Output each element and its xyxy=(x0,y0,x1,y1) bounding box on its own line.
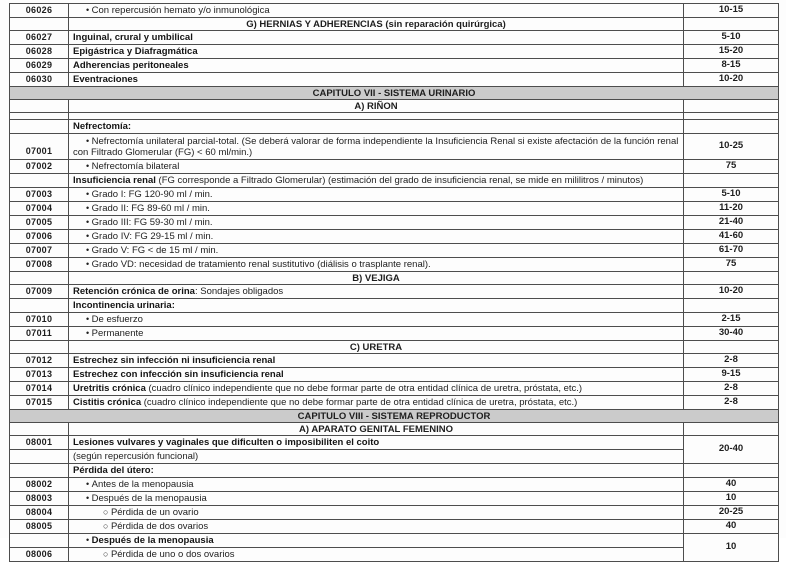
description-text: Epigástrica y Diafragmática xyxy=(73,46,198,57)
description-text: Grado II: FG 89-60 ml / min. xyxy=(91,203,210,214)
description-cell xyxy=(69,548,684,562)
value-cell: 8-15 xyxy=(684,59,779,73)
description-text: Pérdida de dos ovarios xyxy=(110,521,209,532)
table-row xyxy=(10,59,779,73)
code-cell: 07012 xyxy=(10,354,69,368)
table-row xyxy=(10,120,779,134)
code-cell xyxy=(10,18,69,31)
description-text: Permanente xyxy=(91,328,144,339)
value-cell: 20-40 xyxy=(684,436,779,464)
value-cell: 10-20 xyxy=(684,285,779,299)
code-cell: 06027 xyxy=(10,31,69,45)
description-cell xyxy=(69,230,684,244)
description-cell xyxy=(69,134,684,160)
code-cell: 07011 xyxy=(10,327,69,341)
code-cell xyxy=(10,100,69,113)
description-cell xyxy=(69,285,684,299)
description-text: Estrechez sin infección ni insuficiencia renal xyxy=(73,355,276,366)
code-cell: 07015 xyxy=(10,396,69,410)
bullet-icon: • xyxy=(86,493,92,503)
table-row xyxy=(10,45,779,59)
description-text: Lesiones vulvares y vaginales que dificulten o imposibiliten el coito xyxy=(73,437,380,448)
value-cell: 11-20 xyxy=(684,202,779,216)
value-cell xyxy=(684,100,779,113)
description-cell xyxy=(69,520,684,534)
value-cell xyxy=(684,113,779,120)
table-row xyxy=(10,478,779,492)
description-cell xyxy=(69,244,684,258)
description-text: Después de la menopausia xyxy=(91,535,214,546)
code-cell xyxy=(10,272,69,285)
code-cell xyxy=(10,120,69,134)
table-row xyxy=(10,492,779,506)
code-cell: 07007 xyxy=(10,244,69,258)
value-cell xyxy=(684,341,779,354)
code-cell: 07004 xyxy=(10,202,69,216)
value-cell: 5-10 xyxy=(684,31,779,45)
table-row xyxy=(10,285,779,299)
description-text: Pérdida de un ovario xyxy=(110,507,199,518)
table-row xyxy=(10,368,779,382)
table-row xyxy=(10,299,779,313)
description-cell xyxy=(69,506,684,520)
table-row xyxy=(10,160,779,174)
description-cell xyxy=(69,59,684,73)
section-row xyxy=(10,272,779,285)
code-cell xyxy=(10,174,69,188)
bullet-icon: • xyxy=(86,135,92,146)
description-text: Insuficiencia renal xyxy=(73,175,156,186)
description-cell xyxy=(69,313,684,327)
value-cell: 41-60 xyxy=(684,230,779,244)
table-row xyxy=(10,382,779,396)
description-text: Cistitis crónica xyxy=(73,397,142,408)
table-row xyxy=(10,450,779,464)
description-text: Grado III: FG 59-30 ml / min. xyxy=(91,217,213,228)
description-text: (cuadro clínico independiente que no debe formar parte de otra entidad clínica de uretra, próstata, etc.) xyxy=(141,397,578,408)
description-text: Retención crónica de orina xyxy=(73,286,195,297)
code-cell: 06028 xyxy=(10,45,69,59)
description-text: : Sondajes obligados xyxy=(194,286,284,297)
value-cell: 10 xyxy=(684,534,779,562)
description-text: Grado I: FG 120-90 ml / min. xyxy=(91,189,213,200)
table-row xyxy=(10,134,779,160)
code-cell: 08005 xyxy=(10,520,69,534)
code-cell: 07008 xyxy=(10,258,69,272)
value-cell: 10-25 xyxy=(684,134,779,160)
table-row xyxy=(10,244,779,258)
bullet-icon: ○ xyxy=(103,507,111,517)
description-text: Nefrectomía: xyxy=(73,121,132,132)
bullet-icon: • xyxy=(86,5,92,15)
bullet-icon: • xyxy=(86,479,92,489)
section-header: B) VEJIGA xyxy=(69,272,684,285)
bullet-icon: • xyxy=(86,328,92,338)
code-cell xyxy=(10,341,69,354)
value-cell xyxy=(684,464,779,478)
section-row xyxy=(10,341,779,354)
description-cell xyxy=(69,216,684,230)
table-row xyxy=(10,216,779,230)
value-cell xyxy=(684,299,779,313)
description-cell xyxy=(69,382,684,396)
table-row xyxy=(10,506,779,520)
value-cell: 30-40 xyxy=(684,327,779,341)
description-cell xyxy=(69,478,684,492)
section-row xyxy=(10,18,779,31)
description-text: De esfuerzo xyxy=(91,314,143,325)
value-cell xyxy=(684,120,779,134)
table-row xyxy=(10,188,779,202)
chapter-row xyxy=(10,410,779,423)
value-cell: 21-40 xyxy=(684,216,779,230)
description-cell xyxy=(69,436,684,450)
code-cell: 07013 xyxy=(10,368,69,382)
table-row xyxy=(10,534,779,548)
bullet-icon: • xyxy=(86,203,92,213)
table-row xyxy=(10,230,779,244)
code-cell: 07005 xyxy=(10,216,69,230)
spacer-row xyxy=(10,113,779,120)
value-cell: 10-15 xyxy=(684,4,779,18)
code-cell: 07006 xyxy=(10,230,69,244)
chapter-row xyxy=(10,87,779,100)
value-cell: 2-8 xyxy=(684,396,779,410)
description-cell xyxy=(69,368,684,382)
table-row xyxy=(10,436,779,450)
description-cell xyxy=(69,202,684,216)
code-cell xyxy=(10,299,69,313)
value-cell: 2-8 xyxy=(684,382,779,396)
bullet-icon: • xyxy=(86,314,92,324)
chapter-header: CAPITULO VII - SISTEMA URINARIO xyxy=(10,87,779,100)
table-row xyxy=(10,548,779,562)
value-cell: 40 xyxy=(684,520,779,534)
description-cell xyxy=(69,464,684,478)
description-text: Uretritis crónica xyxy=(73,383,146,394)
code-cell xyxy=(10,450,69,464)
description-cell xyxy=(69,327,684,341)
section-header: A) RIÑON xyxy=(69,100,684,113)
description-text: Nefrectomía unilateral parcial-total. (Se deberá valorar de forma independiente la Insuficiencia Renal si existe afectación de la función renal con Filtrado Glomerular (FG) < 60 ml/min.) xyxy=(73,135,679,158)
table-row xyxy=(10,174,779,188)
description-text: (según repercusión funcional) xyxy=(73,451,199,462)
value-cell: 9-15 xyxy=(684,368,779,382)
description-text: Adherencias peritoneales xyxy=(73,60,189,71)
code-cell xyxy=(10,113,69,120)
code-cell: 07009 xyxy=(10,285,69,299)
description-cell xyxy=(69,45,684,59)
table-row xyxy=(10,464,779,478)
description-cell xyxy=(69,396,684,410)
value-cell: 10-20 xyxy=(684,73,779,87)
table-row xyxy=(10,258,779,272)
section-header: G) HERNIAS Y ADHERENCIAS (sin reparación quirúrgica) xyxy=(69,18,684,31)
description-text: Con repercusión hemato y/o inmunológica xyxy=(91,5,270,16)
code-cell: 07002 xyxy=(10,160,69,174)
bullet-icon: • xyxy=(86,231,92,241)
code-cell: 07010 xyxy=(10,313,69,327)
table-row xyxy=(10,4,779,18)
table-row xyxy=(10,354,779,368)
section-row xyxy=(10,100,779,113)
description-cell xyxy=(69,188,684,202)
table-row xyxy=(10,73,779,87)
description-cell xyxy=(69,354,684,368)
description-text: Estrechez con infección sin insuficiencia renal xyxy=(73,369,284,380)
description-cell xyxy=(69,160,684,174)
value-cell: 20-25 xyxy=(684,506,779,520)
value-cell xyxy=(684,423,779,436)
code-cell: 07001 xyxy=(10,134,69,160)
value-cell: 15-20 xyxy=(684,45,779,59)
description-text: Pérdida del útero: xyxy=(73,465,154,476)
code-cell xyxy=(10,464,69,478)
chapter-header: CAPITULO VIII - SISTEMA REPRODUCTOR xyxy=(10,410,779,423)
bullet-icon: • xyxy=(86,245,92,255)
description-text: Incontinencia urinaria: xyxy=(73,300,175,311)
value-cell: 2-8 xyxy=(684,354,779,368)
table-row xyxy=(10,313,779,327)
value-cell xyxy=(684,272,779,285)
code-cell xyxy=(10,534,69,548)
description-text: Antes de la menopausia xyxy=(91,479,194,490)
code-cell: 07014 xyxy=(10,382,69,396)
code-cell: 08003 xyxy=(10,492,69,506)
code-cell: 08002 xyxy=(10,478,69,492)
description-text: (cuadro clínico independiente que no debe formar parte de otra entidad clínica de uretra, próstata, etc.) xyxy=(145,383,583,394)
bullet-icon: • xyxy=(86,259,92,269)
table-row xyxy=(10,396,779,410)
code-cell xyxy=(10,423,69,436)
table-row xyxy=(10,31,779,45)
description-cell xyxy=(69,174,684,188)
value-cell: 5-10 xyxy=(684,188,779,202)
description-text: (FG corresponde a Filtrado Glomerular) (estimación del grado de insuficiencia renal, se mide en mililitros / minutos) xyxy=(155,175,644,186)
code-cell: 08006 xyxy=(10,548,69,562)
description-text: Nefrectomía bilateral xyxy=(91,161,180,172)
table-row xyxy=(10,202,779,216)
description-cell xyxy=(69,534,684,548)
rating-table-body xyxy=(10,4,779,562)
description-text: Inguinal, crural y umbilical xyxy=(73,32,193,43)
value-cell: 40 xyxy=(684,478,779,492)
bullet-icon: ○ xyxy=(103,521,111,531)
description-text: Eventraciones xyxy=(73,74,138,85)
code-cell: 08004 xyxy=(10,506,69,520)
bullet-icon: • xyxy=(86,535,92,545)
description-text: Grado V: FG < de 15 ml / min. xyxy=(91,245,219,256)
value-cell: 10 xyxy=(684,492,779,506)
description-cell xyxy=(69,73,684,87)
description-text: Grado IV: FG 29-15 ml / min. xyxy=(91,231,214,242)
bullet-icon: ○ xyxy=(103,549,111,559)
value-cell: 61-70 xyxy=(684,244,779,258)
description-cell xyxy=(69,113,684,120)
disability-rating-table xyxy=(9,3,779,562)
description-cell xyxy=(69,492,684,506)
value-cell: 75 xyxy=(684,258,779,272)
value-cell xyxy=(684,18,779,31)
section-row xyxy=(10,423,779,436)
description-cell xyxy=(69,4,684,18)
description-cell xyxy=(69,258,684,272)
code-cell: 06029 xyxy=(10,59,69,73)
table-row xyxy=(10,520,779,534)
description-cell xyxy=(69,31,684,45)
description-cell xyxy=(69,299,684,313)
section-header: A) APARATO GENITAL FEMENINO xyxy=(69,423,684,436)
code-cell: 06026 xyxy=(10,4,69,18)
code-cell: 08001 xyxy=(10,436,69,450)
code-cell: 07003 xyxy=(10,188,69,202)
description-text: Grado VD: necesidad de tratamiento renal sustitutivo (diálisis o trasplante renal). xyxy=(91,259,431,270)
description-text: Después de la menopausia xyxy=(91,493,207,504)
value-cell: 75 xyxy=(684,160,779,174)
section-header: C) URETRA xyxy=(69,341,684,354)
description-text: Pérdida de uno o dos ovarios xyxy=(110,549,235,560)
description-cell xyxy=(69,450,684,464)
value-cell: 2-15 xyxy=(684,313,779,327)
description-cell xyxy=(69,120,684,134)
value-cell xyxy=(684,174,779,188)
code-cell: 06030 xyxy=(10,73,69,87)
bullet-icon: • xyxy=(86,161,92,171)
bullet-icon: • xyxy=(86,189,92,199)
table-row xyxy=(10,327,779,341)
bullet-icon: • xyxy=(86,217,92,227)
